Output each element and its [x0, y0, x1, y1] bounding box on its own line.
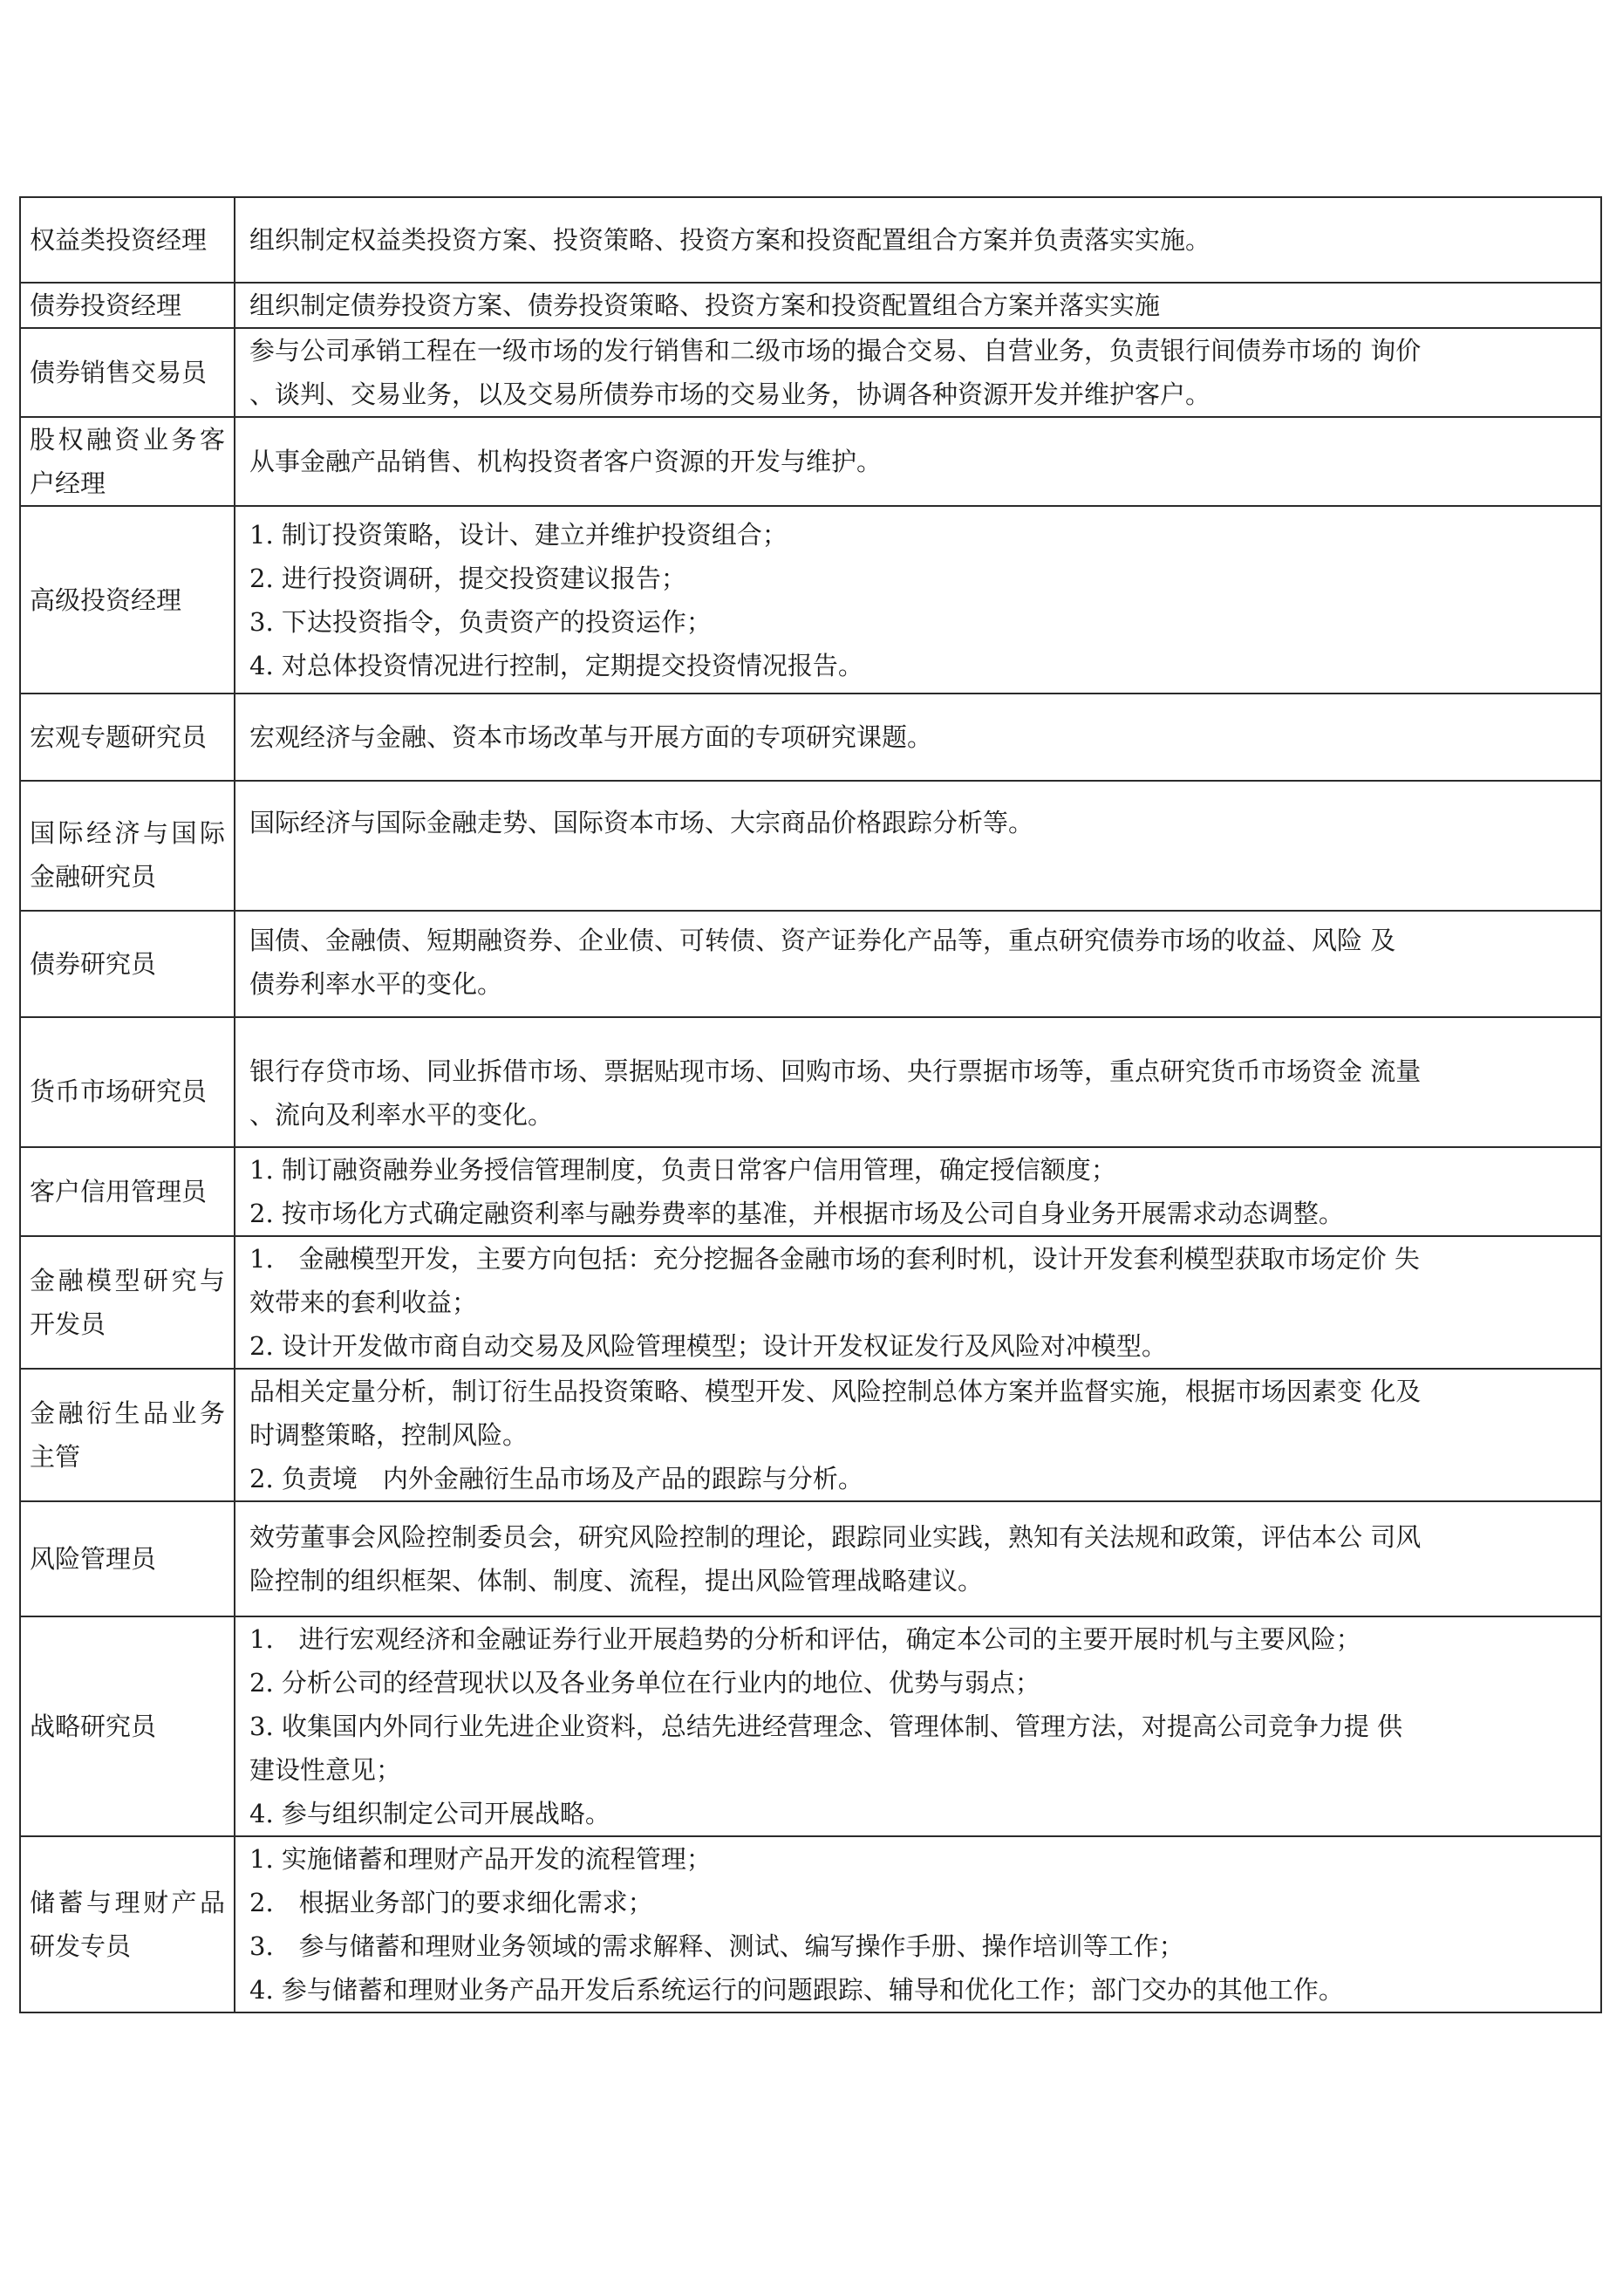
job-description [235, 694, 1601, 781]
description-line: 国际经济与国际金融走势、国际资本市场、大宗商品价格跟踪分析等。 [249, 808, 1034, 837]
table-row [20, 1017, 1601, 1147]
description-line: 4. 参与组织制定公司开展战略。 [249, 1799, 610, 1828]
table-row [20, 1501, 1601, 1616]
job-description [235, 1017, 1601, 1147]
job-description [235, 328, 1601, 417]
job-description [235, 1236, 1601, 1369]
job-title: 债券研究员 [20, 911, 235, 1017]
table-row [20, 694, 1601, 781]
description-line: 2. 根据业务部门的要求细化需求； [249, 1888, 653, 1917]
job-title: 债券销售交易员 [20, 328, 235, 417]
job-title: 储蓄与理财产品研发专员 [20, 1836, 235, 2012]
description-line: 2. 进行投资调研，提交投资建议报告； [249, 563, 686, 593]
table-row [20, 1836, 1601, 2012]
table-row [20, 781, 1601, 911]
description-line: 效劳董事会风险控制委员会，研究风险控制的理论，跟踪同业实践，熟知有关法规和政策，评估本公 司风 [249, 1522, 1422, 1552]
table-row [20, 328, 1601, 417]
description-line: 品相关定量分析，制订衍生品投资策略、模型开发、风险控制总体方案并监督实施，根据市场因素变 化及 [249, 1377, 1422, 1406]
description-line: 从事金融产品销售、机构投资者客户资源的开发与维护。 [249, 447, 883, 476]
description-line: 2. 分析公司的经营现状以及各业务单位在行业内的地位、优势与弱点； [249, 1668, 1040, 1698]
job-description [235, 1836, 1601, 2012]
job-description [235, 1147, 1601, 1236]
job-title: 国际经济与国际金融研究员 [20, 781, 235, 911]
job-description-table [19, 196, 1602, 2013]
description-line: 1. 实施储蓄和理财产品开发的流程管理； [249, 1844, 712, 1874]
table-row [20, 1236, 1601, 1369]
job-description [235, 506, 1601, 694]
job-title: 风险管理员 [20, 1501, 235, 1616]
description-line: 1. 金融模型开发，主要方向包括：充分挖掘各金融市场的套利时机，设计开发套利模型获取市场定价 失 [249, 1244, 1420, 1274]
job-title: 权益类投资经理 [20, 197, 235, 283]
job-description [235, 197, 1601, 283]
description-line: 国债、金融债、短期融资券、企业债、可转债、资产证券化产品等，重点研究债券市场的收益、风险 及 [249, 926, 1396, 955]
job-title: 股权融资业务客户经理 [20, 417, 235, 506]
job-title: 金融模型研究与开发员 [20, 1236, 235, 1369]
description-line: 组织制定债券投资方案、债券投资策略、投资方案和投资配置组合方案并落实实施 [249, 290, 1161, 320]
description-line: 4. 参与储蓄和理财业务产品开发后系统运行的问题跟踪、辅导和优化工作；部门交办的其他工作。 [249, 1975, 1344, 2005]
table-row [20, 1616, 1601, 1836]
description-line: 、谈判、交易业务，以及交易所债券市场的交易业务，协调各种资源开发并维护客户。 [249, 379, 1211, 409]
job-description [235, 781, 1601, 911]
description-line: 时调整策略，控制风险。 [249, 1420, 528, 1450]
job-title: 债券投资经理 [20, 283, 235, 328]
job-description [235, 283, 1601, 328]
description-line: 2. 设计开发做市商自动交易及风险管理模型；设计开发权证发行及风险对冲模型。 [249, 1331, 1167, 1361]
job-title: 货币市场研究员 [20, 1017, 235, 1147]
description-line: 险控制的组织框架、体制、制度、流程，提出风险管理战略建议。 [249, 1566, 984, 1596]
description-line: 宏观经济与金融、资本市场改革与开展方面的专项研究课题。 [249, 722, 933, 752]
job-title: 金融衍生品业务主管 [20, 1369, 235, 1501]
description-line: 3. 下达投资指令，负责资产的投资运作； [249, 606, 712, 637]
description-line: 组织制定权益类投资方案、投资策略、投资方案和投资配置组合方案并负责落实实施。 [249, 225, 1211, 255]
description-line: 效带来的套利收益； [249, 1288, 478, 1317]
table-row [20, 283, 1601, 328]
description-line: 3. 收集国内外同行业先进企业资料，总结先进经营理念、管理体制、管理方法，对提高公司竞争力提 供 [249, 1712, 1403, 1741]
description-line: 1. 制订融资融券业务授信管理制度，负责日常客户信用管理，确定授信额度； [249, 1155, 1116, 1185]
table-row [20, 417, 1601, 506]
table-row [20, 506, 1601, 694]
job-title: 宏观专题研究员 [20, 694, 235, 781]
job-description [235, 911, 1601, 1017]
table-row [20, 197, 1601, 283]
description-line: 参与公司承销工程在一级市场的发行销售和二级市场的撮合交易、自营业务，负责银行间债券市场的 询价 [249, 336, 1422, 366]
table-row [20, 911, 1601, 1017]
job-description [235, 1369, 1601, 1501]
job-description [235, 1501, 1601, 1616]
description-line: 4. 对总体投资情况进行控制，定期提交投资情况报告。 [249, 650, 863, 680]
table-row [20, 1147, 1601, 1236]
description-line: 银行存贷市场、同业拆借市场、票据贴现市场、回购市场、央行票据市场等，重点研究货币市场资金 流量 [249, 1056, 1422, 1086]
description-line: 债券利率水平的变化。 [249, 969, 503, 999]
description-line: 建设性意见； [249, 1755, 402, 1785]
description-line: 2. 按市场化方式确定融资利率与融券费率的基准，并根据市场及公司自身业务开展需求动态调整。 [249, 1199, 1344, 1228]
table-row [20, 1369, 1601, 1501]
job-title: 客户信用管理员 [20, 1147, 235, 1236]
description-line: 1. 进行宏观经济和金融证券行业开展趋势的分析和评估，确定本公司的主要开展时机与主要风险； [249, 1624, 1361, 1654]
job-title: 战略研究员 [20, 1616, 235, 1836]
job-description [235, 417, 1601, 506]
description-line: 3. 参与储蓄和理财业务领域的需求解释、测试、编写操作手册、操作培训等工作； [249, 1931, 1184, 1961]
description-line: 、流向及利率水平的变化。 [249, 1099, 554, 1130]
description-line: 2. 负责境 内外金融衍生品市场及产品的跟踪与分析。 [249, 1464, 863, 1493]
description-line: 1. 制订投资策略，设计、建立并维护投资组合； [249, 519, 788, 550]
job-title: 高级投资经理 [20, 506, 235, 694]
job-description [235, 1616, 1601, 1836]
